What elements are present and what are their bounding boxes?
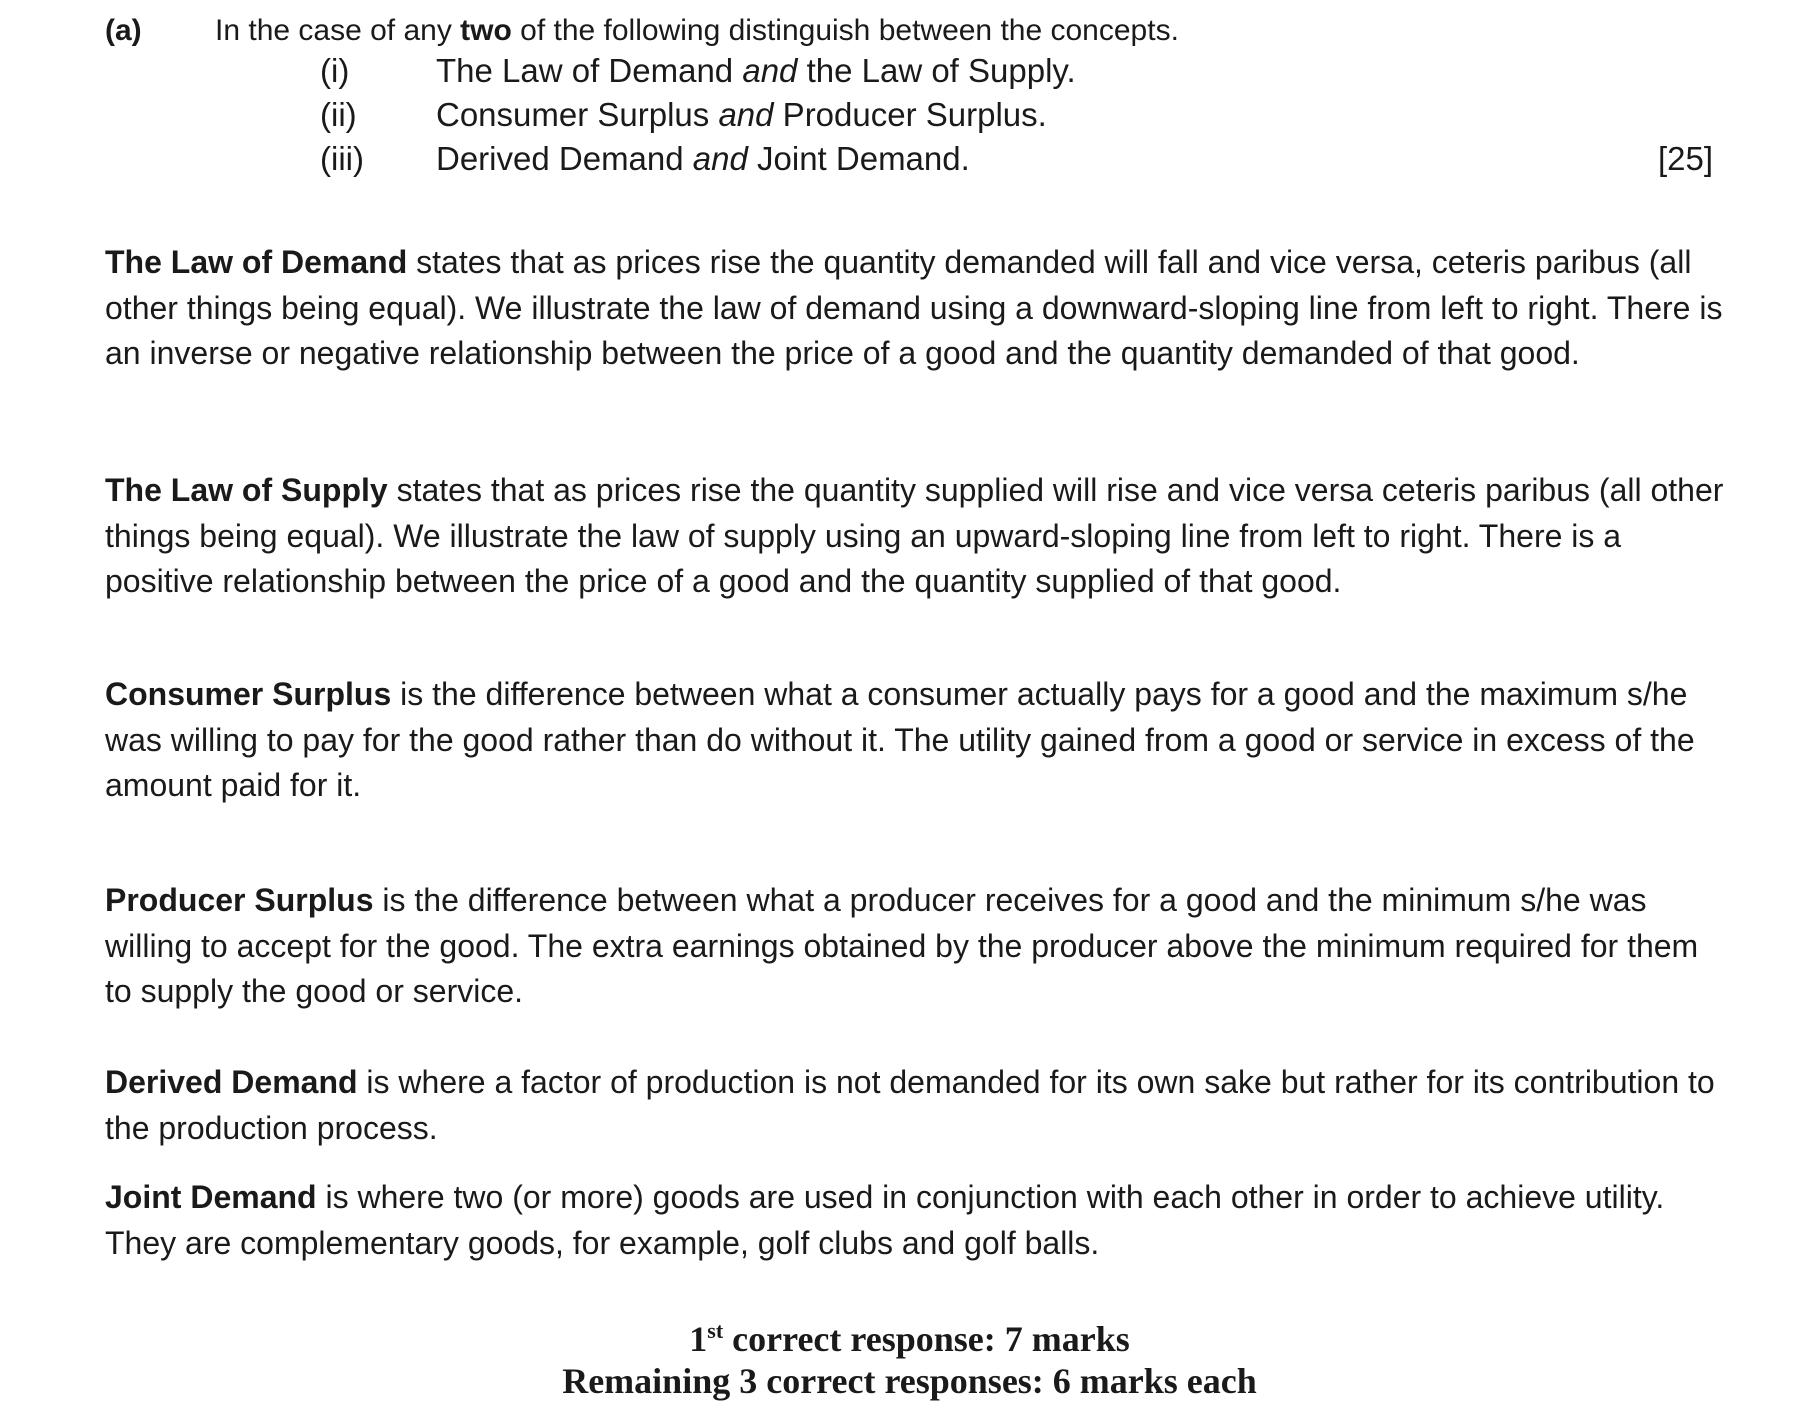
item-conj: and [692, 140, 748, 177]
stem-bold: two [460, 14, 512, 47]
item-part: Joint Demand. [747, 140, 970, 177]
stem-text: In the case of any [215, 14, 461, 47]
answer-term: The Law of Supply [105, 472, 388, 508]
answer-paragraph [105, 1175, 1730, 1266]
marking-note-first [0, 1318, 1819, 1360]
answer-term: Joint Demand [105, 1179, 317, 1215]
item-part: Consumer Surplus [436, 96, 719, 133]
marking-note-remaining: Remaining 3 correct responses: 6 marks each [562, 1361, 1257, 1401]
answer-paragraph [105, 468, 1730, 605]
item-text [436, 140, 970, 178]
item-part: the Law of Supply. [797, 52, 1076, 89]
answer-term: The Law of Demand [105, 244, 408, 280]
item-part: The Law of Demand [436, 52, 743, 89]
footer-text: correct response: 7 marks [723, 1319, 1130, 1359]
item-text [436, 96, 1047, 134]
answer-term: Derived Demand [105, 1064, 358, 1100]
answer-paragraph [105, 672, 1730, 809]
answer-paragraph [105, 240, 1730, 377]
item-part: Producer Surplus. [773, 96, 1047, 133]
answer-paragraph [105, 878, 1730, 1015]
item-conj: and [718, 96, 774, 133]
item-conj: and [742, 52, 798, 89]
item-number: (ii) [320, 96, 357, 133]
marks-total: [25] [1657, 140, 1713, 177]
question-stem [215, 14, 1179, 48]
stem-text-end: of the following distinguish between the concepts. [511, 14, 1179, 47]
footer-num: 1 [689, 1319, 708, 1359]
answer-text: is the difference between what a consumer actually pays for a good and the maximum s/he was willing to pay for the good rather than do without it. The utility gained from a good or service in excess of the amount paid for it. [105, 676, 1695, 803]
item-number: (iii) [320, 140, 364, 177]
answer-text: states that as prices rise the quantity demanded will fall and vice versa, ceteris paribus (all other things being equal). We illustrate the law of demand using a downward-sloping line from left to right. There is an inverse or negative relationship between the price of a good and the quantity demanded of that good. [105, 244, 1723, 371]
item-number: (i) [320, 52, 350, 89]
answer-text: states that as prices rise the quantity supplied will rise and vice versa ceteris paribus (all other things being equal). We illustrate the law of supply using an upward-sloping line from left to right. There is a positive relationship between the price of a good and the quantity supplied of that good. [105, 472, 1724, 599]
item-part: Derived Demand [436, 140, 693, 177]
item-text [436, 52, 1076, 90]
answer-text: is where two (or more) goods are used in conjunction with each other in order to achieve utility. They are complementary goods, for example, golf clubs and golf balls. [105, 1179, 1665, 1261]
answer-term: Producer Surplus [105, 882, 374, 918]
question-label: (a) [105, 14, 142, 47]
answer-term: Consumer Surplus [105, 676, 392, 712]
answer-text: is where a factor of production is not demanded for its own sake but rather for its contribution to the production process. [105, 1064, 1715, 1146]
answer-paragraph [105, 1060, 1730, 1151]
answer-text: is the difference between what a producer receives for a good and the minimum s/he was willing to accept for the good. The extra earnings obtained by the producer above the minimum required for them to supply the good or service. [105, 882, 1699, 1009]
footer-sup: st [707, 1318, 724, 1343]
